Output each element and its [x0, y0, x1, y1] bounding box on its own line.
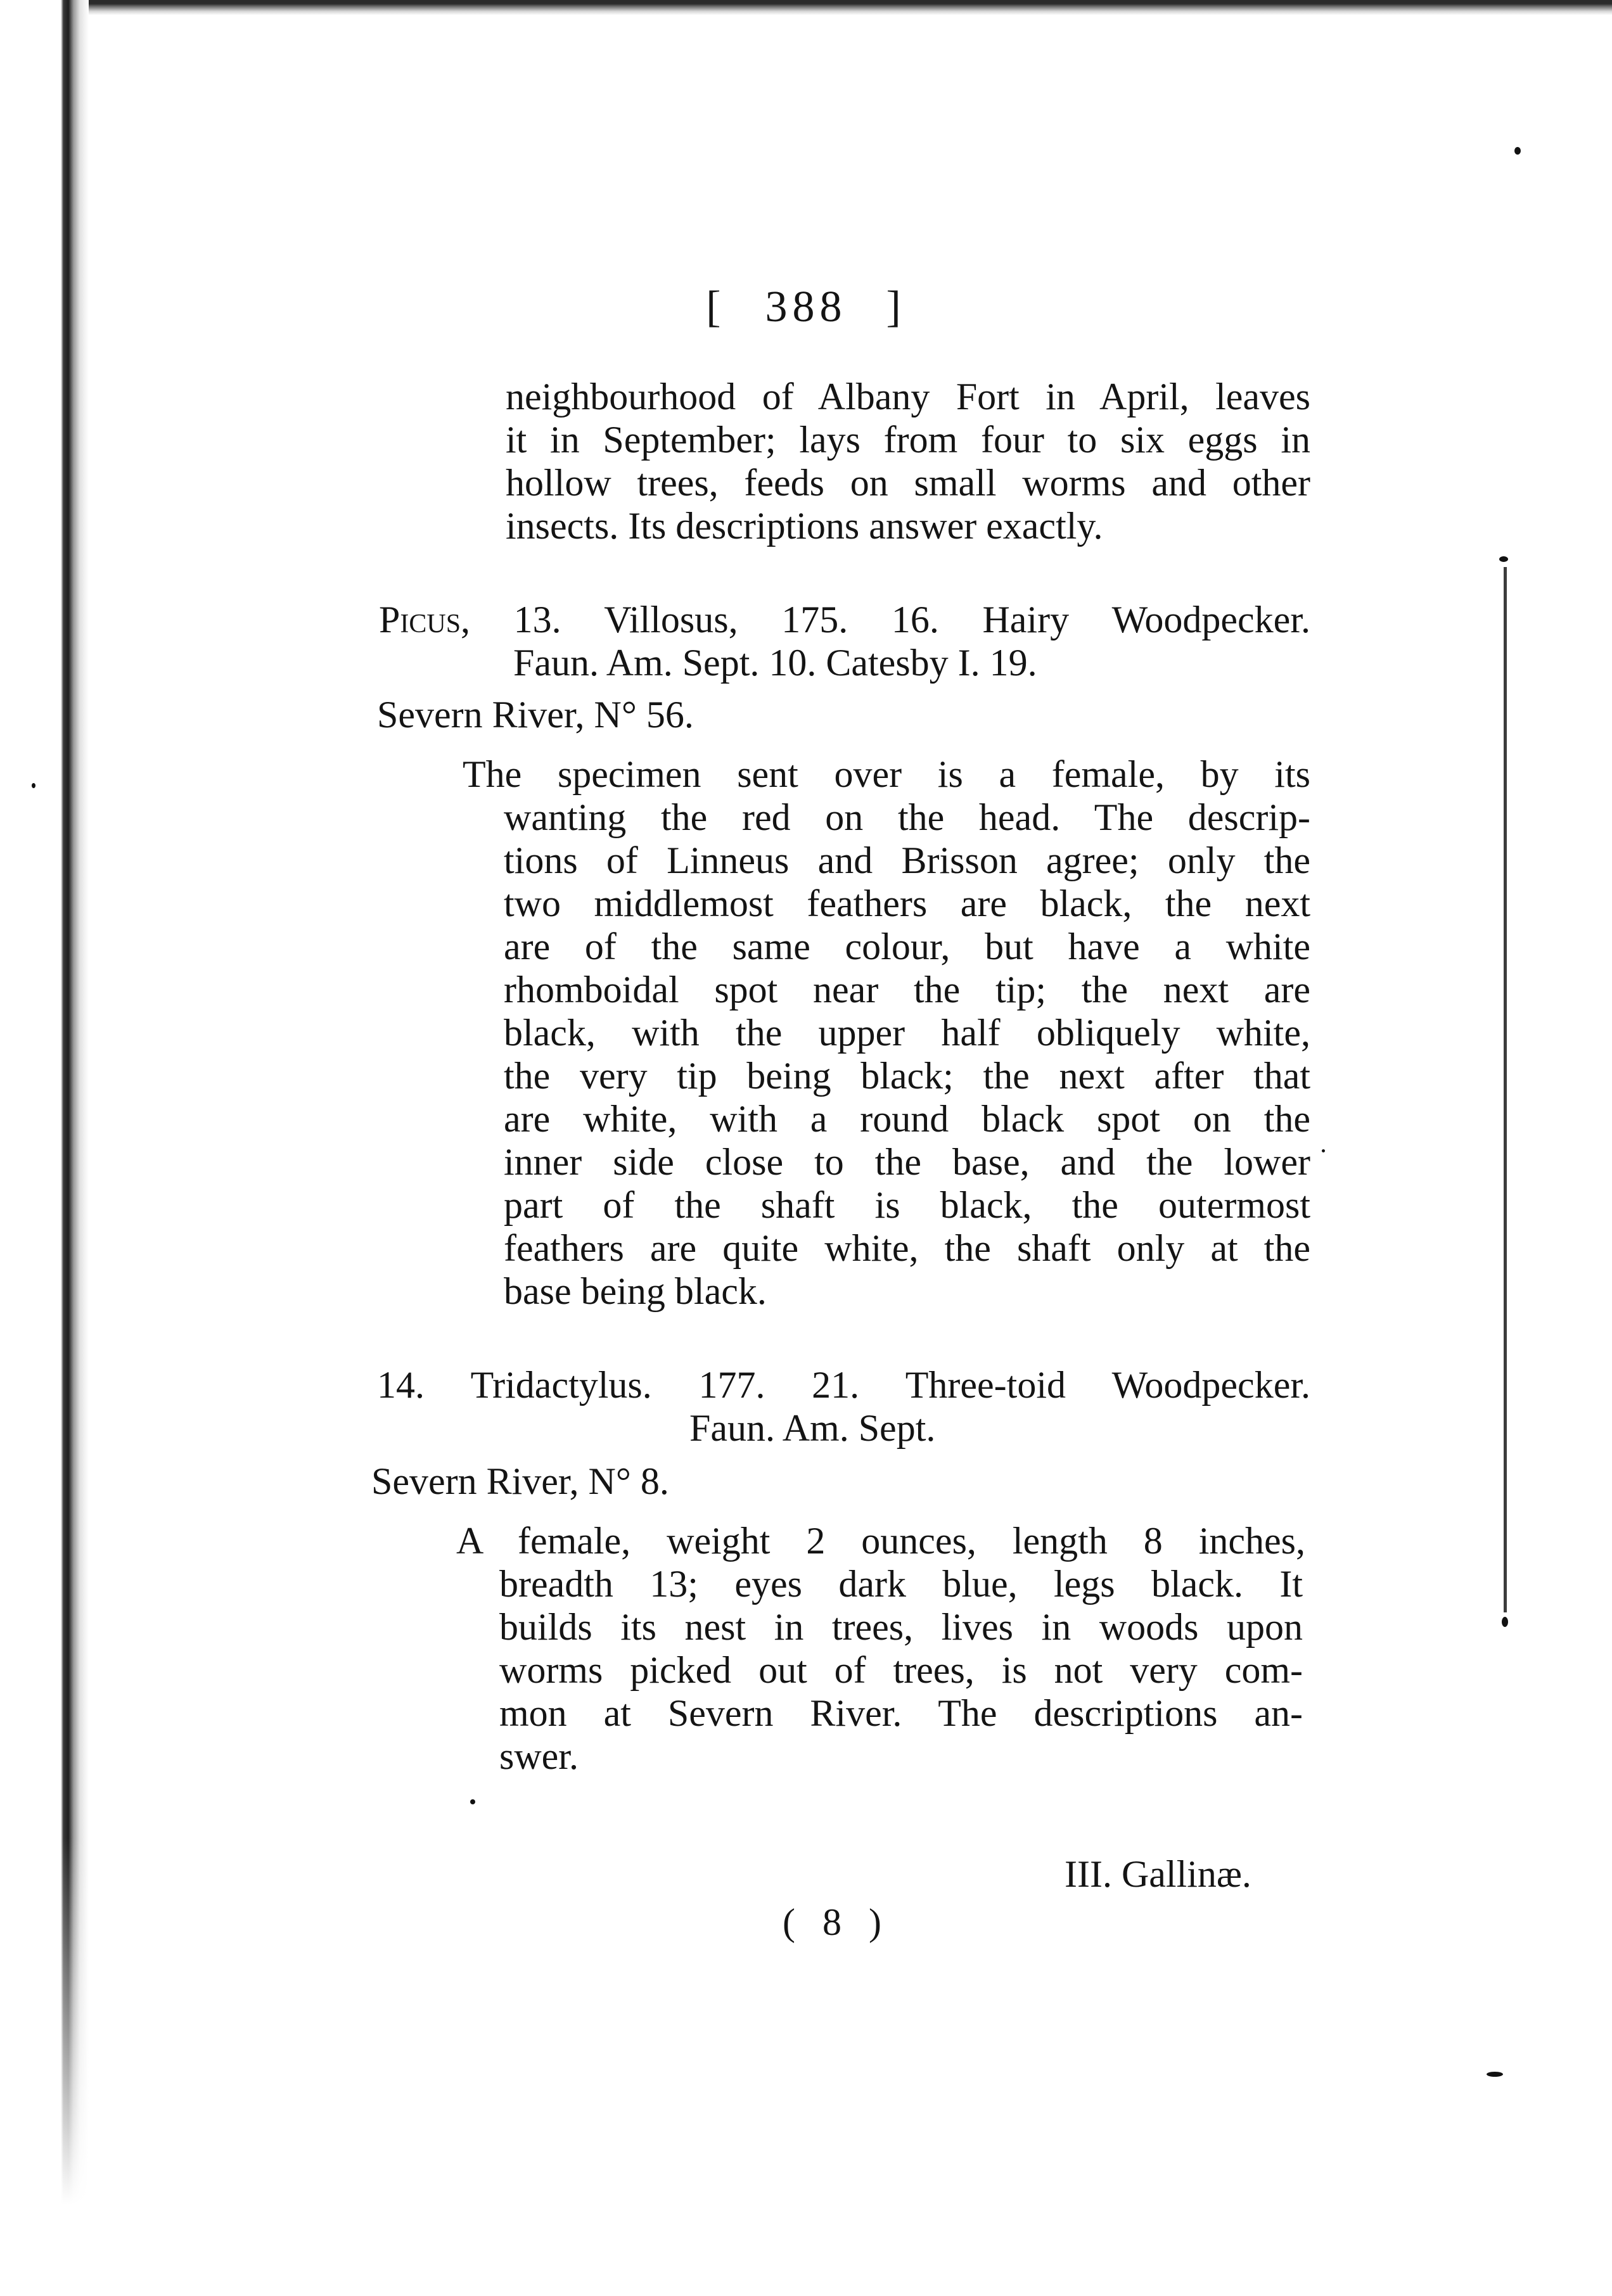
continuation-line: insects. Its descriptions answer exactly. — [506, 505, 1103, 547]
scan-speck — [32, 783, 35, 788]
heading-text: 13. Villosus, 175. 16. Hairy Woodpecker. — [470, 599, 1310, 641]
scan-speck — [470, 1799, 475, 1804]
description-line: The specimen sent over is a female, by its — [463, 753, 1310, 795]
description-line: A female, weight 2 ounces, length 8 inches, — [456, 1520, 1305, 1562]
description-line: part of the shaft is black, the outermost — [504, 1184, 1310, 1226]
description-line: builds its nest in trees, lives in woods upon — [499, 1606, 1303, 1648]
scan-speck — [1322, 1149, 1325, 1152]
description-line: mon at Severn River. The descriptions an- — [499, 1692, 1303, 1734]
entry-locality: Severn River, N° 56. — [377, 694, 694, 736]
description-line: breadth 13; eyes dark blue, legs black. It — [499, 1563, 1303, 1605]
description-line: black, with the upper half obliquely white, — [504, 1012, 1310, 1054]
description-line: rhomboidal spot near the tip; the next are — [504, 969, 1310, 1011]
continuation-line: neighbourhood of Albany Fort in April, leaves — [506, 376, 1310, 418]
entry-reference: Faun. Am. Sept. — [689, 1407, 936, 1449]
entry-reference: Faun. Am. Sept. 10. Catesby I. 19. — [513, 642, 1037, 684]
page-number: 388 — [765, 283, 847, 331]
entry-heading: 14. Tridactylus. 177. 21. Three-toid Woodpecker. — [377, 1364, 1310, 1406]
scan-speck — [1487, 2072, 1503, 2077]
description-line: inner side close to the base, and the lower — [504, 1141, 1310, 1183]
description-line: are white, with a round black spot on the — [504, 1098, 1310, 1140]
header-close-bracket: ] — [886, 283, 906, 331]
entry-locality: Severn River, N° 8. — [371, 1460, 669, 1502]
description-line: base being black. — [504, 1270, 767, 1312]
description-line: the very tip being black; the next after that — [504, 1055, 1310, 1097]
scan-speck — [1499, 556, 1508, 562]
description-line: two middlemost feathers are black, the next — [504, 883, 1310, 924]
scan-speck — [1502, 1617, 1508, 1627]
description-line: worms picked out of trees, is not very com- — [499, 1649, 1303, 1691]
continuation-line: it in September; lays from four to six eggs in — [506, 419, 1310, 461]
description-line: are of the same colour, but have a white — [504, 926, 1310, 967]
scan-edge-fade — [61, 1837, 89, 2296]
genus-name: Picus, — [379, 599, 471, 641]
scan-speck — [1514, 147, 1521, 155]
signature-mark: ( 8 ) — [783, 1901, 890, 1943]
catchword: III. Gallinæ. — [1065, 1853, 1251, 1895]
description-line: wanting the red on the head. The descrip- — [504, 796, 1310, 838]
continuation-line: hollow trees, feeds on small worms and other — [506, 462, 1310, 504]
description-line: swer. — [499, 1735, 579, 1777]
description-line: feathers are quite white, the shaft only at the — [504, 1227, 1310, 1269]
description-line: tions of Linneus and Brisson agree; only the — [504, 839, 1310, 881]
header-open-bracket: [ — [706, 283, 726, 331]
entry-heading — [379, 598, 1310, 641]
margin-rule — [1504, 567, 1507, 1612]
scan-edge-top — [76, 0, 1612, 15]
page-header — [0, 282, 1612, 333]
